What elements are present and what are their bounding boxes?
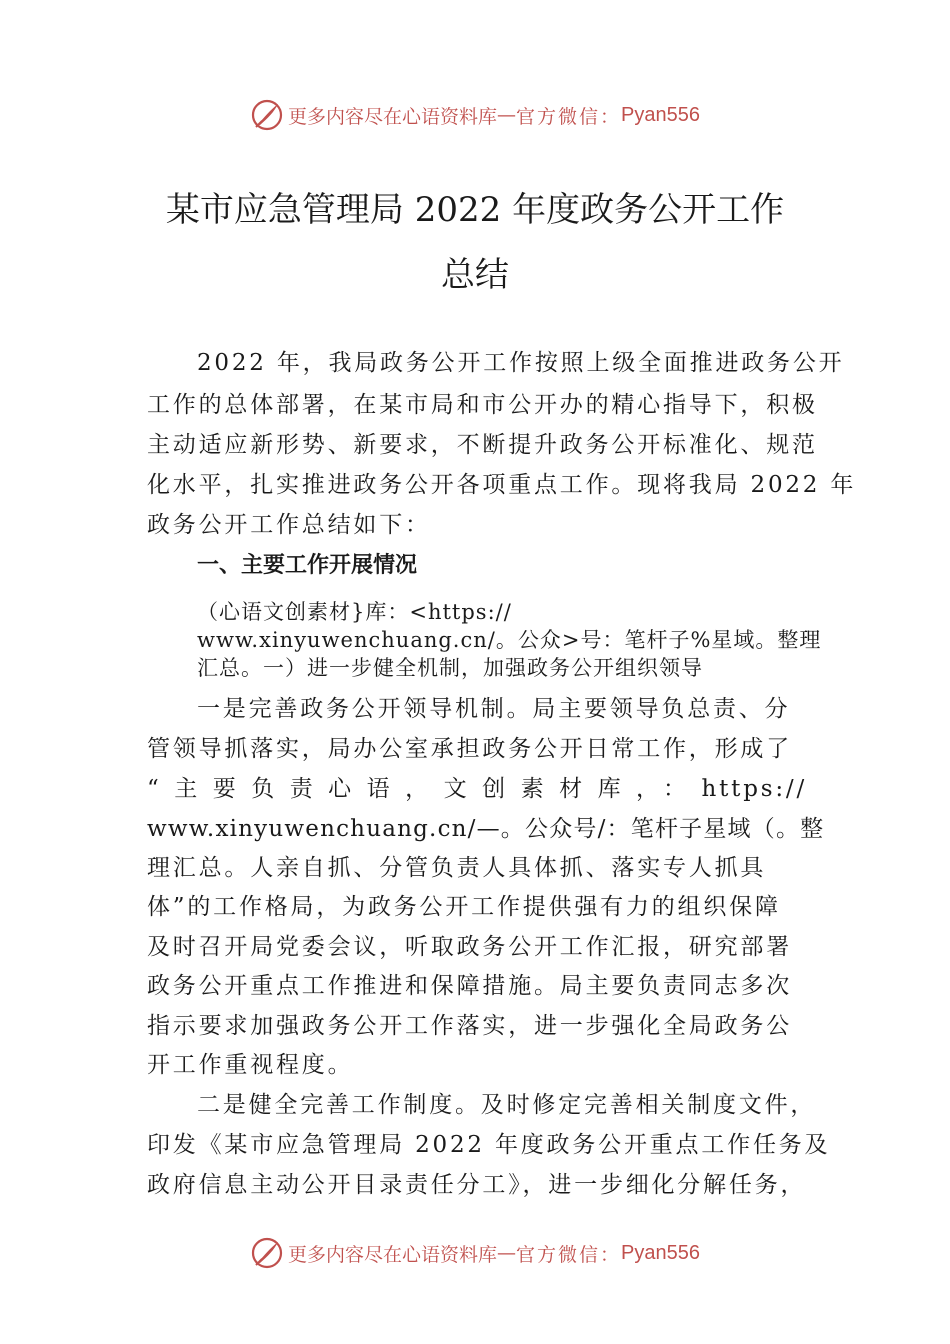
- source-note-line: 汇总。一）进一步健全机制，加强政务公开组织领导: [197, 656, 703, 680]
- paragraph2-line: “主要负责心语，文创素材库，：https://: [147, 776, 807, 802]
- paragraph2-line: 一是完善政务公开领导机制。局主要领导负总责、分: [197, 696, 791, 722]
- paragraph2-line: 理汇总。人亲自抓、分管负责人具体抓、落实专人抓具: [147, 855, 767, 881]
- source-note-line: （心语文创素材}库：<https://: [197, 600, 512, 624]
- watermark-wechat-label: 官方微信：: [516, 105, 622, 128]
- paragraph2-line: 政务公开重点工作推进和保障措施。局主要负责同志多次: [147, 973, 792, 999]
- paragraph1-line: 化水平，扎实推进政务公开各项重点工作。现将我局 2022 年: [147, 472, 857, 498]
- paragraph2-line: 开工作重视程度。: [147, 1052, 354, 1078]
- watermark-wechat-id: Pyan556: [621, 1241, 700, 1264]
- quill-logo-icon: [250, 98, 284, 132]
- paragraph2-line: 管领导抓落实，局办公室承担政务公开日常工作，形成了: [147, 736, 792, 762]
- paragraph1-line: 主动适应新形势、新要求，不断提升政务公开标准化、规范: [147, 432, 818, 458]
- watermark-banner-top: [0, 95, 950, 135]
- paragraph3-line: 印发《某市应急管理局 2022 年度政务公开重点工作任务及: [147, 1132, 831, 1158]
- section-heading: 一、主要工作开展情况: [197, 553, 418, 578]
- paragraph2-line: 体”的工作格局，为政务公开工作提供强有力的组织保障: [147, 894, 781, 920]
- watermark-banner-bottom: [0, 1233, 950, 1273]
- document-title-line-2: 总结: [441, 255, 509, 295]
- watermark-wechat-label: 官方微信：: [516, 1243, 622, 1266]
- paragraph2-line: 及时召开局党委会议，听取政务公开工作汇报，研究部署: [147, 934, 792, 960]
- paragraph2-line: www.xinyuwenchuang.cn/—。公众号/：笔杆子星域（。整: [147, 816, 825, 842]
- source-note-line: www.xinyuwenchuang.cn/。公众>号：笔杆子%星域。整理: [197, 628, 822, 652]
- watermark-separator: —: [497, 1242, 517, 1264]
- paragraph1-line: 政务公开工作总结如下：: [147, 512, 431, 538]
- document-title-line-1: 某市应急管理局 2022 年度政务公开工作: [165, 190, 785, 230]
- paragraph1-line: 2022 年，我局政务公开工作按照上级全面推进政务公开: [197, 350, 845, 376]
- quill-logo-icon: [250, 1236, 284, 1270]
- watermark-separator: —: [497, 104, 517, 126]
- watermark-main-text: 更多内容尽在心语资料库: [288, 105, 498, 128]
- paragraph3-line: 二是健全完善工作制度。及时修定完善相关制度文件，: [197, 1092, 817, 1118]
- watermark-main-text: 更多内容尽在心语资料库: [288, 1243, 498, 1266]
- paragraph3-line: 政府信息主动公开目录责任分工》，进一步细化分解任务，: [147, 1172, 807, 1198]
- paragraph2-line: 指示要求加强政务公开工作落实，进一步强化全局政务公: [147, 1013, 792, 1039]
- watermark-wechat-id: Pyan556: [621, 103, 700, 126]
- paragraph1-line: 工作的总体部署，在某市局和市公开办的精心指导下，积极: [147, 392, 818, 418]
